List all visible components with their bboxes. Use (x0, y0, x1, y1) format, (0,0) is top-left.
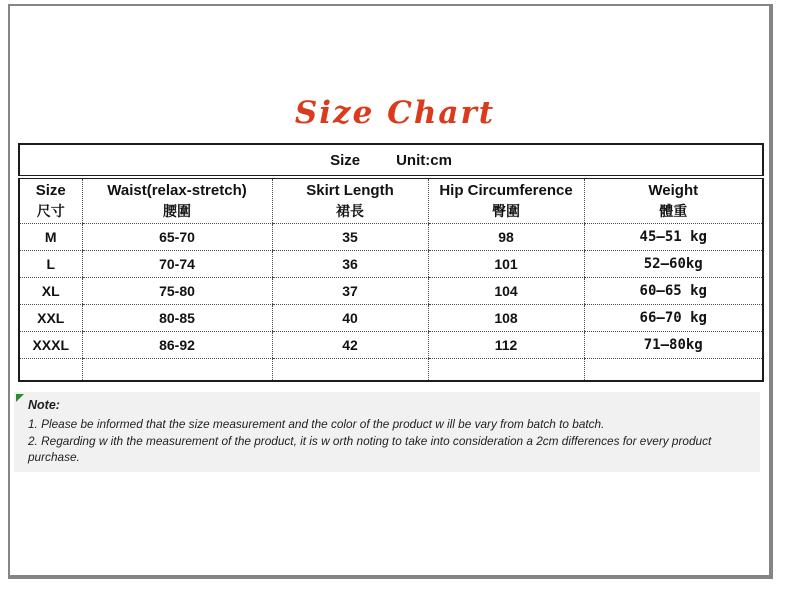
hip-cell: 112 (428, 332, 584, 359)
skirt-length-cell: 35 (272, 224, 428, 251)
table-row-m (19, 224, 763, 251)
size-cell: XXXL (19, 332, 82, 359)
col-header-hip: Hip Circumference 臀圍 (428, 177, 584, 224)
waist-cell: 80-85 (82, 305, 272, 332)
skirt-length-cell: 42 (272, 332, 428, 359)
weight-cell: 52–60kg (584, 251, 763, 278)
weight-cell: 66–70 kg (584, 305, 763, 332)
size-cell: XXL (19, 305, 82, 332)
col-header-waist: Waist(relax-stretch) 腰圍 (82, 177, 272, 224)
col-header-weight: Weight 體重 (584, 177, 763, 224)
table-row-xxxl (19, 332, 763, 359)
table-row-xl (19, 278, 763, 305)
waist-cell: 70-74 (82, 251, 272, 278)
unit-row (19, 144, 763, 177)
comment-marker-icon (16, 394, 24, 402)
skirt-length-cell: 40 (272, 305, 428, 332)
hip-cell: 108 (428, 305, 584, 332)
size-chart-table (18, 143, 764, 382)
weight-cell: 71–80kg (584, 332, 763, 359)
size-cell: L (19, 251, 82, 278)
hip-cell: 101 (428, 251, 584, 278)
size-cell: XL (19, 278, 82, 305)
hip-cell: 104 (428, 278, 584, 305)
weight-cell: 60–65 kg (584, 278, 763, 305)
header-row (19, 177, 763, 224)
table-row-l (19, 251, 763, 278)
note-line-2: 2. Regarding w ith the measurement of the product, it is w orth noting to take into consideration a 2cm differences for every product purchase. (28, 434, 712, 464)
table-row-xxl (19, 305, 763, 332)
unit-row-unit-label: Unit:cm (396, 151, 452, 169)
waist-cell: 65-70 (82, 224, 272, 251)
note-box (14, 392, 760, 472)
waist-cell: 86-92 (82, 332, 272, 359)
skirt-length-cell: 36 (272, 251, 428, 278)
col-header-size: Size 尺寸 (19, 177, 82, 224)
empty-row (19, 359, 763, 382)
hip-cell: 98 (428, 224, 584, 251)
size-cell: M (19, 224, 82, 251)
note-line-1: 1. Please be informed that the size measurement and the color of the product w ill be vary from batch to batch. (28, 417, 605, 431)
unit-row-size-label: Size (330, 151, 361, 169)
skirt-length-cell: 37 (272, 278, 428, 305)
weight-cell: 45–51 kg (584, 224, 763, 251)
note-heading: Note: (28, 398, 60, 412)
waist-cell: 75-80 (82, 278, 272, 305)
page-title: Size Chart (294, 95, 496, 131)
col-header-skirt-length: Skirt Length 裙長 (272, 177, 428, 224)
